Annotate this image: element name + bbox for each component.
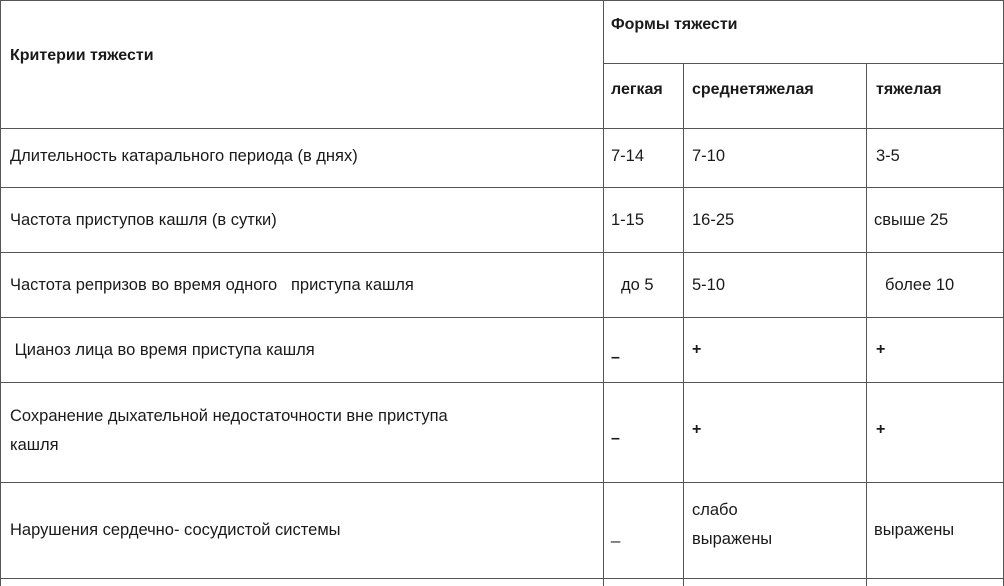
table-divider-col3	[866, 63, 867, 586]
header-criteria: Критерии тяжести	[10, 47, 154, 64]
header-light: легкая	[611, 81, 663, 98]
row6-criterion: Нарушения сердечно- сосудистой системы	[10, 521, 341, 539]
row4-light: –	[611, 349, 620, 366]
row3-heavy: более 10	[885, 276, 955, 294]
row6-heavy: выражены	[874, 521, 955, 539]
row5-light: –	[611, 430, 620, 447]
row6-medium-line2: выражены	[692, 530, 773, 548]
row4-criterion: Цианоз лица во время приступа кашля	[10, 341, 315, 359]
row3-criterion: Частота репризов во время одного приступа кашля	[10, 276, 414, 294]
row3-light: до 5	[621, 276, 654, 294]
row5-medium: +	[692, 421, 702, 438]
row1-light: 7-14	[611, 147, 645, 165]
row2-light: 1-15	[611, 211, 645, 229]
row6-light: _	[611, 525, 621, 543]
table-border-top	[0, 0, 1004, 1]
table-divider-header	[0, 128, 1004, 129]
row1-heavy: 3-5	[876, 147, 900, 165]
row1-criterion: Длительность катарального периода (в днях)	[10, 147, 358, 165]
header-medium: среднетяжелая	[692, 81, 814, 98]
row1-medium: 7-10	[692, 147, 726, 165]
table-border-left	[0, 0, 1, 586]
table-divider-row1	[0, 187, 1004, 188]
table-divider-row4	[0, 382, 1004, 383]
row5-criterion-line1: Сохранение дыхательной недостаточности вне приступа	[10, 407, 448, 425]
header-heavy: тяжелая	[876, 81, 942, 98]
row4-heavy: +	[876, 341, 886, 358]
row5-criterion-line2: кашля	[10, 436, 59, 454]
table-divider-row6	[0, 578, 1004, 579]
row2-heavy: свыше 25	[874, 211, 949, 229]
row3-medium: 5-10	[692, 276, 726, 294]
table-divider-row2	[0, 252, 1004, 253]
table-divider-forms	[603, 63, 1004, 64]
table-divider-row5	[0, 482, 1004, 483]
row2-criterion: Частота приступов кашля (в сутки)	[10, 211, 277, 229]
table-divider-col2	[683, 63, 684, 586]
row6-medium-line1: слабо	[692, 501, 738, 519]
table-divider-row3	[0, 317, 1004, 318]
header-forms: Формы тяжести	[611, 16, 738, 33]
row5-heavy: +	[876, 421, 886, 438]
row4-medium: +	[692, 341, 702, 358]
table-divider-col1	[603, 0, 604, 586]
row2-medium: 16-25	[692, 211, 735, 229]
